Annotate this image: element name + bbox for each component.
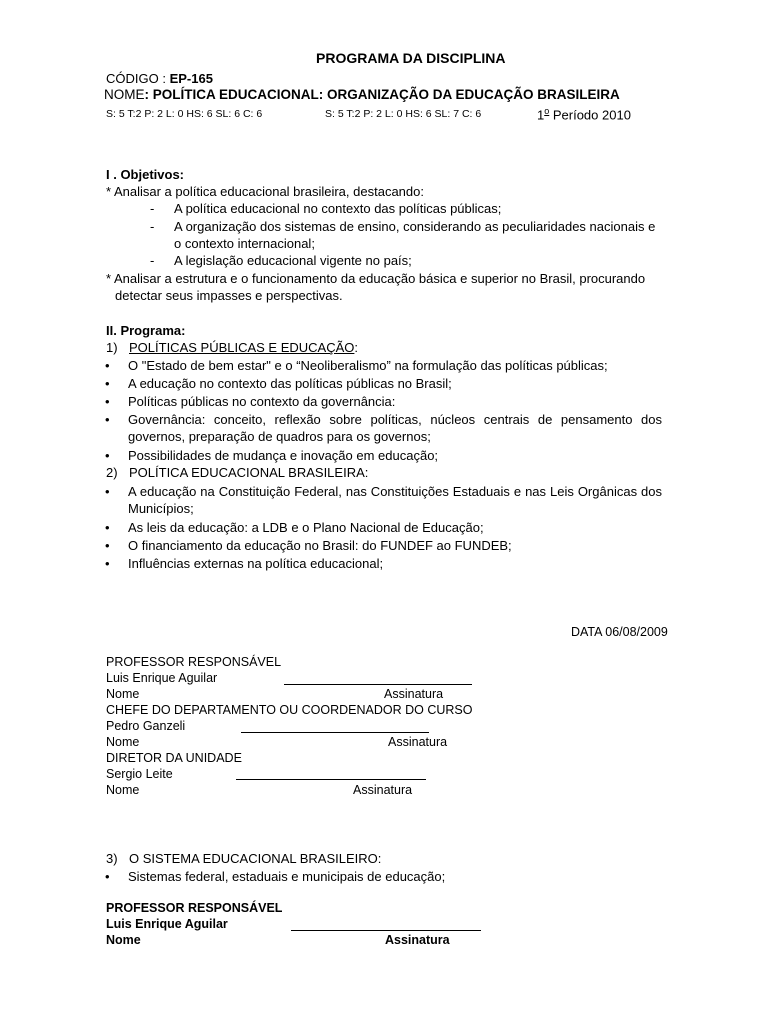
document-title: PROGRAMA DA DISCIPLINA (316, 50, 506, 66)
list-item-text: Sistemas federal, estaduais e municipais de educação; (128, 869, 446, 884)
list-item-text: Políticas públicas no contexto da governância: (128, 394, 396, 409)
list-item-text: Governância: conceito, reflexão sobre políticas, núcleos centrais de pensamento dos governos, preparação de quadros para os governos; (128, 412, 662, 444)
prof-signature-line (284, 684, 472, 685)
diretor-signature-line (236, 779, 426, 780)
period-number: 1 (537, 107, 545, 123)
list-item-text: As leis da educação: a LDB e o Plano Nacional de Educação; (128, 520, 484, 535)
final-assinatura-label: Assinatura (385, 933, 450, 947)
codigo-value: EP-165 (169, 71, 213, 86)
section-1-title (129, 339, 358, 356)
chefe-name: Pedro Ganzeli (106, 719, 186, 733)
bullet-mark: • (105, 412, 110, 427)
final-nome-label: Nome (106, 933, 141, 947)
section-1-title-text: POLÍTICAS PÚBLICAS E EDUCAÇÃO (129, 340, 355, 355)
codigo-label: CÓDIGO : (106, 71, 170, 86)
section-2-title: POLÍTICA EDUCACIONAL BRASILEIRA: (129, 465, 369, 480)
credits-b: S: 5 T:2 P: 2 L: 0 HS: 6 SL: 7 C: 6 (325, 108, 482, 120)
section-1-colon: : (354, 340, 359, 355)
diretor-name: Sergio Leite (106, 767, 173, 781)
diretor-label: DIRETOR DA UNIDADE (106, 751, 242, 765)
nome-value: : POLÍTICA EDUCACIONAL: ORGANIZAÇÃO DA EDUCAÇÃO BRASILEIRA (144, 87, 620, 102)
bullet-mark: • (105, 869, 110, 884)
section-2-number: 2) (106, 465, 118, 480)
final-prof-label: PROFESSOR RESPONSÁVEL (106, 901, 283, 915)
bullet-mark: • (105, 538, 110, 553)
period-ordinal: o (544, 106, 550, 116)
credits-a: S: 5 T:2 P: 2 L: 0 HS: 6 SL: 6 C: 6 (106, 108, 263, 120)
objetivos-heading: I . Objetivos: (106, 167, 185, 182)
section-3-number: 3) (106, 851, 118, 866)
chefe-label: CHEFE DO DEPARTAMENTO OU COORDENADOR DO CURSO (106, 703, 473, 717)
list-item-text: Influências externas na política educacional; (128, 556, 384, 571)
objetivo-item-text: A organização dos sistemas de ensino, considerando as peculiaridades nacionais e o contexto internacional; (174, 219, 656, 251)
dash-mark: - (150, 253, 155, 268)
chefe-nome-label: Nome (106, 735, 140, 749)
section-3-title: O SISTEMA EDUCACIONAL BRASILEIRO: (129, 851, 382, 866)
bullet-mark: • (105, 394, 110, 409)
prof-label: PROFESSOR RESPONSÁVEL (106, 655, 282, 669)
final-prof-name: Luis Enrique Aguilar (106, 917, 228, 931)
list-item-text: Possibilidades de mudança e inovação em educação; (128, 448, 439, 463)
list-item-text: A educação na Constituição Federal, nas Constituições Estaduais e nas Leis Orgânicas dos Municípios; (128, 484, 662, 516)
objetivo-item-text: A legislação educacional vigente no país; (174, 253, 412, 268)
objetivo-item-text: A política educacional no contexto das políticas públicas; (174, 201, 502, 216)
dash-mark: - (150, 201, 155, 216)
bullet-mark: • (105, 556, 110, 571)
bullet-mark: • (105, 520, 110, 535)
codigo-line (106, 70, 213, 87)
document-date: DATA 06/08/2009 (571, 625, 668, 639)
bullet-mark: • (105, 448, 110, 463)
nome-label: NOME (104, 87, 145, 102)
objetivo-second-line1: * Analisar a estrutura e o funcionamento da educação básica e superior no Brasil, procurando (106, 271, 646, 286)
list-item-text: O "Estado de bem estar" e o “Neoliberalismo” na formulação das políticas públicas; (128, 358, 608, 373)
period-text: Período 2010 (549, 107, 631, 123)
list-item-text: A educação no contexto das políticas públicas no Brasil; (128, 376, 452, 391)
objetivos-intro: * Analisar a política educacional brasileira, destacando: (106, 184, 424, 199)
prof-name: Luis Enrique Aguilar (106, 671, 218, 685)
diretor-nome-label: Nome (106, 783, 140, 797)
prof-nome-label: Nome (106, 687, 140, 701)
objetivo-second-line2: detectar seus impasses e perspectivas. (115, 288, 343, 303)
section-1-number: 1) (106, 340, 118, 355)
diretor-assinatura-label: Assinatura (353, 783, 413, 797)
period (537, 103, 631, 123)
bullet-mark: • (105, 358, 110, 373)
list-item-text: O financiamento da educação no Brasil: do FUNDEF ao FUNDEB; (128, 538, 512, 553)
bullet-mark: • (105, 376, 110, 391)
chefe-assinatura-label: Assinatura (388, 735, 448, 749)
final-signature-line (291, 930, 481, 931)
dash-mark: - (150, 219, 155, 234)
nome-line (104, 86, 620, 103)
chefe-signature-line (241, 732, 429, 733)
prof-assinatura-label: Assinatura (384, 687, 444, 701)
bullet-mark: • (105, 484, 110, 499)
programa-heading: II. Programa: (106, 323, 186, 338)
